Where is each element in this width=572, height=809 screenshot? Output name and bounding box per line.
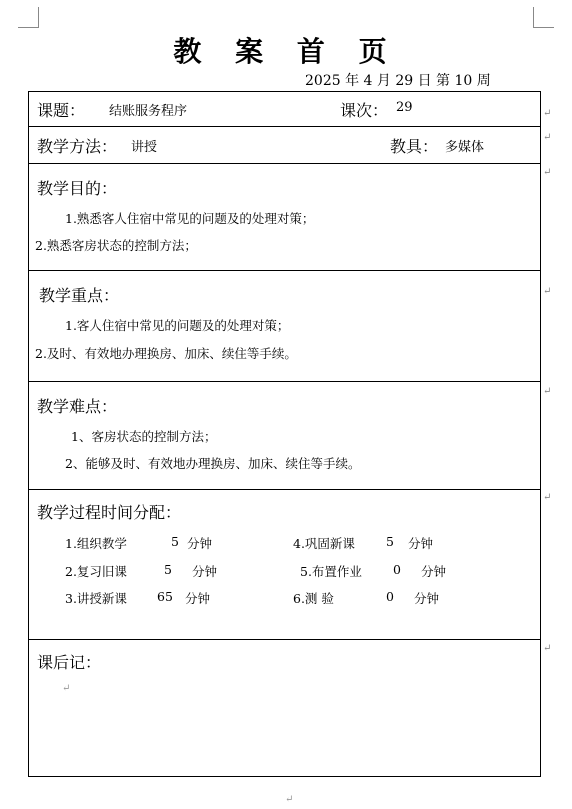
date-line: 2025 年 4 月 29 日 第 10 周 [305,73,491,89]
time-item-minutes: 5 [386,534,394,549]
row-divider [29,163,540,164]
time-item-minutes: 5 [164,562,172,577]
row-end-mark: ↵ [543,132,552,143]
objective-item: 2.熟悉客房状态的控制方法； [35,238,197,253]
lesson-plan-table [28,91,541,777]
time-item-minutes: 5 [171,534,179,549]
row-end-mark: ↵ [543,286,552,297]
time-item-unit: 分钟 [408,536,434,551]
time-item-name: 3.讲授新课 [65,591,127,606]
topic-value: 结账服务程序 [109,104,188,119]
row-end-mark: ↵ [543,643,552,654]
row-end-mark: ↵ [543,167,552,178]
time-item-minutes: 0 [393,562,401,577]
difficulty-item: 2、能够及时、有效地办理换房、加床、续住等手续。 [65,456,361,471]
time-item-minutes: 0 [386,589,394,604]
crop-mark-right [533,7,554,28]
difficulty-item: 1、客房状态的控制方法； [71,429,217,444]
time-allocation-heading: 教学过程时间分配： [37,503,182,522]
time-item-unit: 分钟 [185,591,211,606]
row-end-mark: ↵ [543,386,552,397]
time-item-name: 4.巩固新课 [293,536,355,551]
time-item-unit: 分钟 [192,564,218,579]
crop-mark-left [18,7,39,28]
key-points-heading: 教学重点： [39,286,120,305]
lesson-number-value: 29 [396,100,413,115]
time-item-unit: 分钟 [187,536,213,551]
key-point-item: 2.及时、有效地办理换房、加床、续住等手续。 [35,346,297,361]
row-divider [29,381,540,382]
row-end-mark: ↵ [543,108,552,119]
key-point-item: 1.客人住宿中常见的问题及的处理对策； [65,318,290,333]
time-item-unit: 分钟 [414,591,440,606]
time-item-name: 5.布置作业 [300,564,362,579]
row-divider [29,489,540,490]
time-item-minutes: 65 [157,589,173,604]
row-divider [29,126,540,127]
method-label: 教学方法： [37,137,118,156]
time-item-name: 6.测 验 [293,591,334,606]
row-divider [29,270,540,271]
method-value: 讲授 [131,140,158,155]
row-divider [29,639,540,640]
time-item-name: 2.复习旧课 [65,564,127,579]
time-item-name: 1.组织教学 [65,536,127,551]
paragraph-mark: ↵ [62,683,71,694]
lesson-number-label: 课次： [340,101,389,120]
difficulties-heading: 教学难点： [37,397,118,416]
objective-item: 1.熟悉客人住宿中常见的问题及的处理对策； [65,211,315,226]
tools-value: 多媒体 [445,140,485,155]
row-end-mark: ↵ [543,492,552,503]
objectives-heading: 教学目的： [37,179,118,198]
page-title: 教 案 首 页 [173,35,399,68]
topic-label: 课题： [37,101,86,120]
time-item-unit: 分钟 [421,564,447,579]
end-paragraph-mark: ↵ [285,794,294,805]
tools-label: 教具： [390,137,439,156]
notes-heading[interactable]: 课后记： [37,653,102,672]
